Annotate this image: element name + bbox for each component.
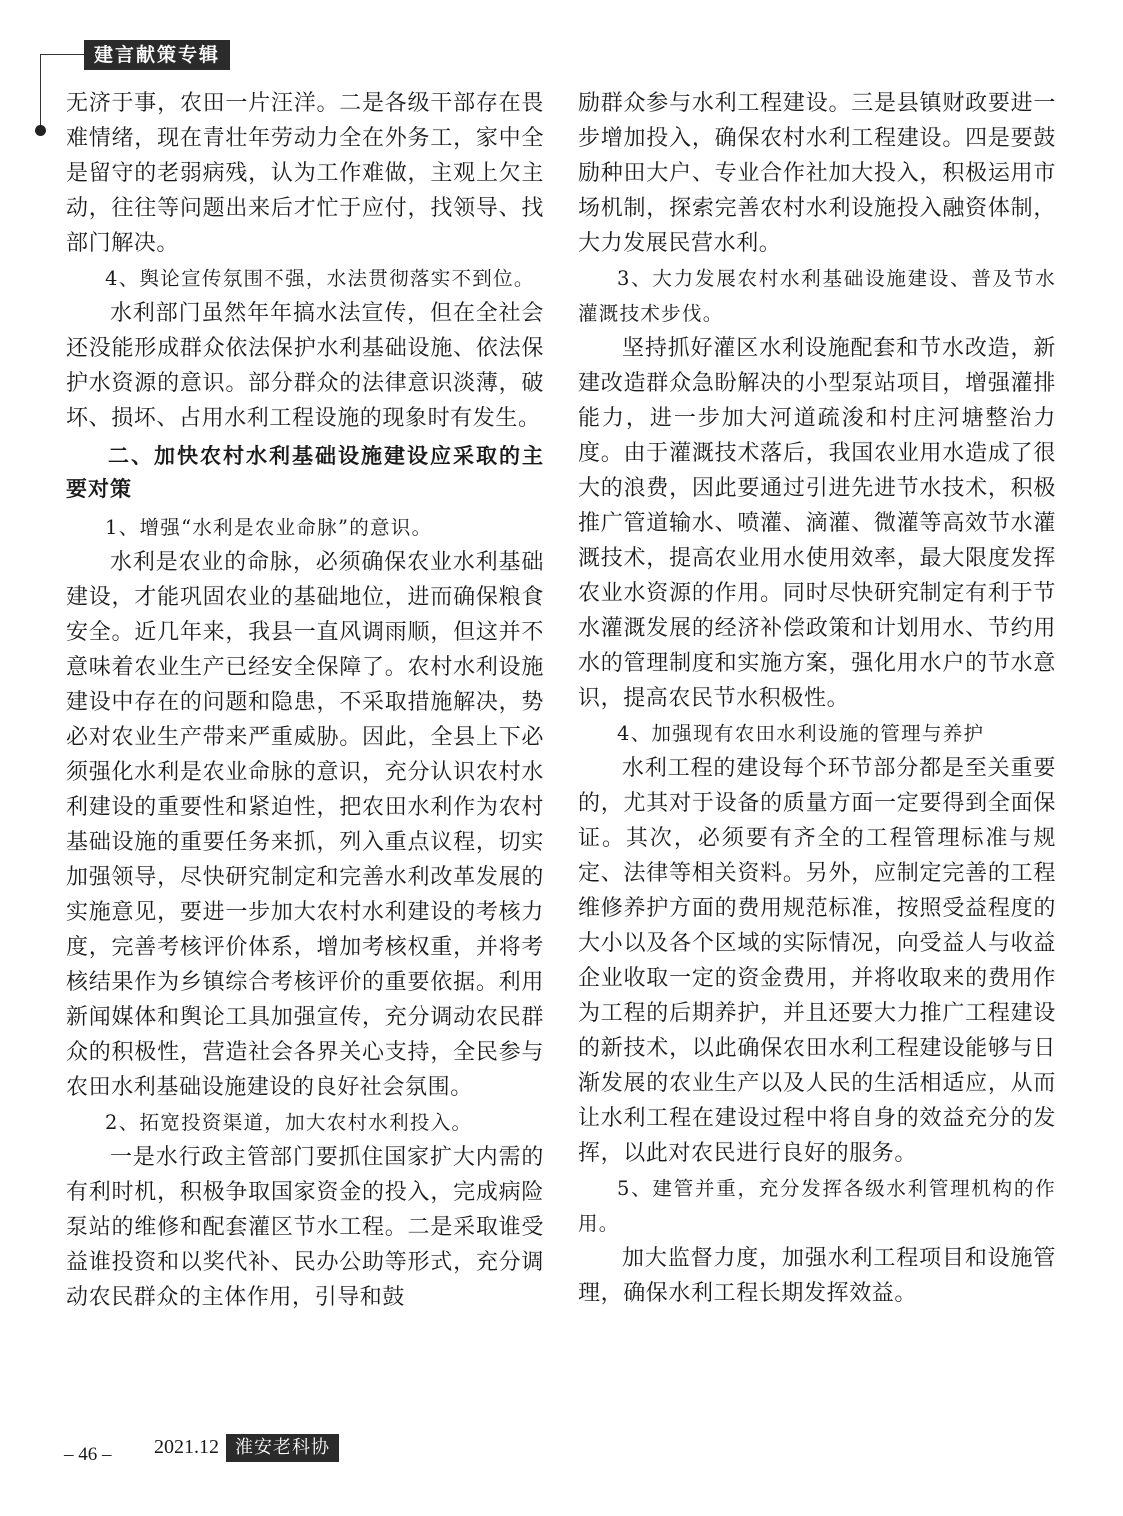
body-paragraph: 水利工程的建设每个环节部分都是至关重要的，尤其对于设备的质量方面一定要得到全面保证。其次，必须要有齐全的工程管理标准与规定、法律等相关资料。另外，应制定完善的工程维修养护方面的费用规范标准，按照受益程度的大小以及各个区域的实际情况，向受益人与收益企业收取一定的资金费用，并将收取来的费用作为工程的后期养护，并且还要大力推广工程建设的新技术，以此确保农田水利工程建设能够与日渐发展的农业生产以及人民的生活相适应，从而让水利工程在建设过程中将自身的效益充分的发挥，以此对农民进行良好的服务。 bbox=[578, 756, 1056, 1166]
body-paragraph: 一是水行政主管部门要抓住国家扩大内需的有利时机，积极争取国家资金的投入，完成病险泵站的维修和配套灌区节水工程。二是采取谁受益谁投资和以奖代补、民办公助等形式，充分调动农民群众的主体作用，引导和鼓 bbox=[66, 1145, 544, 1310]
body-paragraph: 加大监督力度，加强水利工程项目和设施管理，确保水利工程长期发挥效益。 bbox=[578, 1246, 1056, 1306]
body-paragraph: 水利是农业的命脉，必须确保农业水利基础建设，才能巩固农业的基础地位，进而确保粮食安全。近几年来，我县一直风调雨顺，但这并不意味着农业生产已经安全保障了。农村水利设施建设中存在的问题和隐患，不采取措施解决，势必对农业生产带来严重威胁。因此，全县上下必须强化水利是农业命脉的意识，充分认识农村水利建设的重要性和紧迫性，把农田水利作为农村基础设施的重要任务来抓，列入重点议程，切实加强领导，尽快研究制定和完善水利改革发展的实施意见，要进一步加大农村水利建设的考核力度，完善考核评价体系，增加考核权重，并将考核结果作为乡镇综合考核评价的重要依据。利用新闻媒体和舆论工具加强宣传，充分调动农民群众的积极性，营造社会各界关心支持，全民参与农田水利基础设施建设的良好社会氛围。 bbox=[66, 550, 544, 1100]
publication-tag: 淮安老科协 bbox=[226, 1434, 339, 1462]
column-tag: 建言献策专辑 bbox=[84, 40, 230, 70]
body-paragraph: 坚持抓好灌区水利设施配套和节水改造，新建改造群众急盼解决的小型泵站项目，增强灌排能力，进一步加大河道疏浚和村庄河塘整治力度。由于灌溉技术落后，我国农业用水造成了很大的浪费，因此要通过引进先进节水技术，积极推广管道输水、喷灌、滴灌、微灌等高效节水灌溉技术，提高农业用水使用效率，最大限度发挥农业水资源的作用。同时尽快研究制定有利于节水灌溉发展的经济补偿政策和计划用水、节约用水的管理制度和实施方案，强化用水户的节水意识，提高农民节水积极性。 bbox=[578, 336, 1056, 711]
subheading: 2、拓宽投资渠道，加大农村水利投入。 bbox=[105, 1111, 473, 1134]
subheading: 4、舆论宣传氛围不强，水法贯彻落实不到位。 bbox=[105, 267, 535, 290]
page-number: – 46 – bbox=[64, 1444, 112, 1465]
header-rule-horizontal bbox=[40, 54, 84, 55]
body-paragraph: 励群众参与水利工程建设。三是县镇财政要进一步增加投入，确保农村水利工程建设。四是要鼓励种田大户、专业合作社加大投入，积极运用市场机制，探索完善农村水利设施投入融资体制，大力发展民营水利。 bbox=[578, 91, 1056, 256]
subheading: 3、大力发展农村水利基础设施建设、普及节水灌溉技术步伐。 bbox=[578, 267, 1056, 325]
body-paragraph: 水利部门虽然年年搞水法宣传，但在全社会还没能形成群众依法保护水利基础设施、依法保护水资源的意识。部分群众的法律意识淡薄，破坏、损坏、占用水利工程设施的现象时有发生。 bbox=[66, 301, 544, 431]
subheading: 1、增强“水利是农业命脉”的意识。 bbox=[105, 516, 433, 539]
subheading: 4、加强现有农田水利设施的管理与养护 bbox=[617, 722, 985, 745]
body-paragraph: 无济于事，农田一片汪洋。二是各级干部存在畏难情绪，现在青壮年劳动力全在外务工，家中全是留守的老弱病残，认为工作难做，主观上欠主动，往往等问题出来后才忙于应付，找领导、找部门解决。 bbox=[66, 91, 544, 256]
issue-date: 2021.12 bbox=[154, 1436, 219, 1458]
right-column bbox=[578, 86, 1056, 1311]
subheading: 5、建管并重，充分发挥各级水利管理机构的作用。 bbox=[578, 1177, 1056, 1235]
header-rule-vertical bbox=[40, 54, 41, 134]
section-heading: 二、加快农村水利基础设施建设应采取的主要对策 bbox=[66, 444, 544, 501]
left-column bbox=[66, 86, 544, 1315]
header-bullet-dot bbox=[35, 125, 46, 136]
